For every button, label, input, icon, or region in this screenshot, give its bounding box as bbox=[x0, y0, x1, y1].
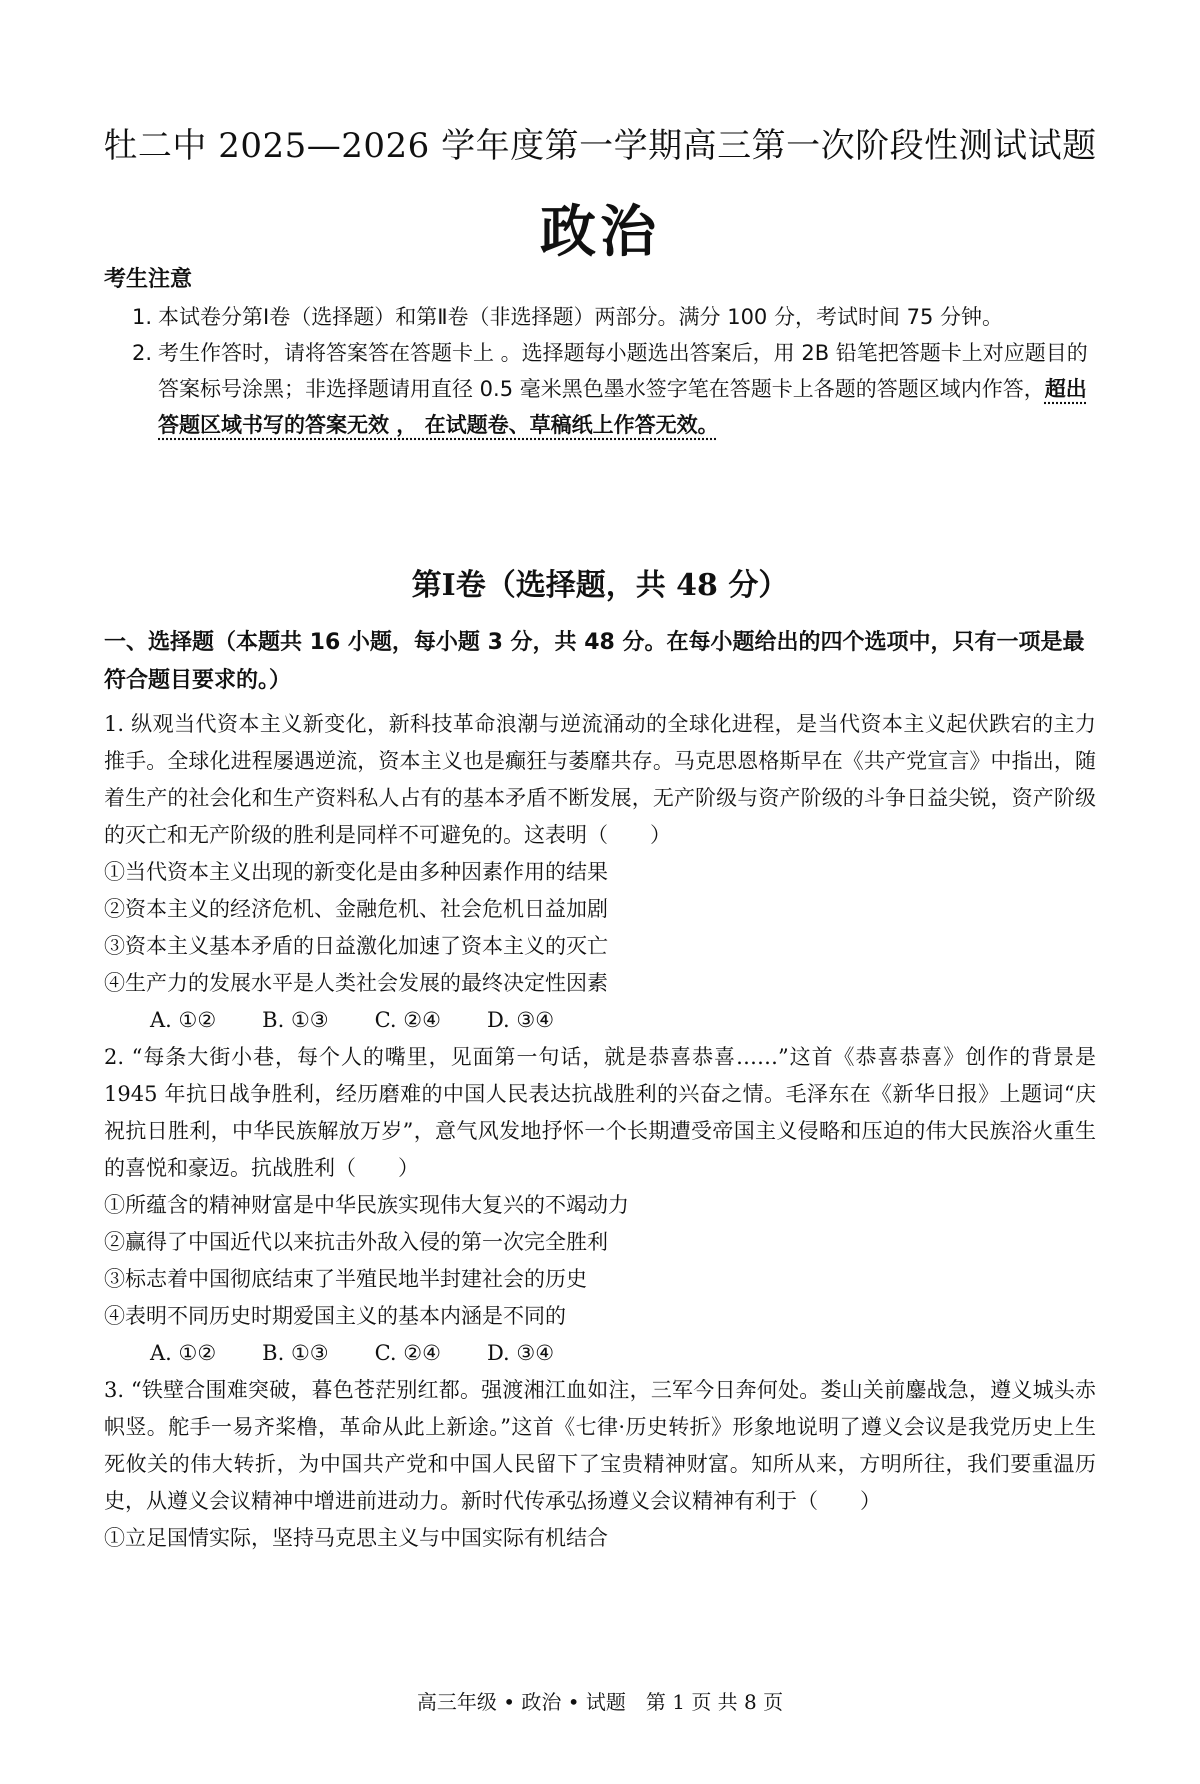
question-1 bbox=[104, 706, 1096, 1039]
question-stem: 1. 纵观当代资本主义新变化，新科技革命浪潮与逆流涌动的全球化进程，是当代资本主义起伏跌宕的主力推手。全球化进程屡遇逆流，资本主义也是癫狂与萎靡共存。马克思恩格斯早在《共产党宣言》中指出，随着生产的社会化和生产资料私人占有的基本矛盾不断发展，无产阶级与资产阶级的斗争日益尖锐，资产阶级的灭亡和无产阶级的胜利是同样不可避免的。这表明（ ） bbox=[104, 712, 1096, 847]
notice-item-1 bbox=[104, 299, 1096, 335]
answer-choice-c: C. ②④ bbox=[374, 1341, 441, 1365]
answer-choices bbox=[104, 1002, 1096, 1039]
answer-choice-d: D. ③④ bbox=[486, 1008, 555, 1032]
notice-item-number: 1. bbox=[132, 305, 153, 329]
question-option: ③标志着中国彻底结束了半殖民地半封建社会的历史 bbox=[104, 1267, 587, 1291]
question-option: ①当代资本主义出现的新变化是由多种因素作用的结果 bbox=[104, 860, 608, 884]
question-stem: 3. “铁壁合围难突破，暮色苍茫别红都。强渡湘江血如注，三军今日奔何处。娄山关前鏖战急，遵义城头赤帜竖。舵手一易齐桨橹，革命从此上新途。”这首《七律·历史转折》形象地说明了遵义会议是我党历史上生死攸关的伟大转折，为中国共产党和中国人民留下了宝贵精神财富。知所从来，方明所往，我们要重温历史，从遵义会议精神中增进前进动力。新时代传承弘扬遵义会议精神有利于（ ） bbox=[104, 1378, 1096, 1513]
candidate-notice bbox=[104, 262, 1096, 443]
question-3 bbox=[104, 1372, 1096, 1557]
page-footer: 高三年级 • 政治 • 试题 第 1 页 共 8 页 bbox=[416, 1690, 784, 1714]
part-title: 第Ⅰ卷（选择题，共 48 分） bbox=[411, 568, 789, 603]
question-option: ③资本主义基本矛盾的日益激化加速了资本主义的灭亡 bbox=[104, 934, 608, 958]
section-heading: 一、选择题（本题共 16 小题，每小题 3 分，共 48 分。在每小题给出的四个选项中，只有一项是最符合题目要求的。） bbox=[104, 630, 1085, 693]
answer-choice-a: A. ①② bbox=[150, 1341, 217, 1365]
answer-choices bbox=[104, 1335, 1096, 1372]
notice-item-text: 本试卷分第Ⅰ卷（选择题）和第Ⅱ卷（非选择题）两部分。满分 100 分，考试时间 75 分钟。 bbox=[158, 305, 1004, 329]
question-2 bbox=[104, 1039, 1096, 1372]
answer-choice-d: D. ③④ bbox=[486, 1341, 555, 1365]
question-option: ①立足国情实际，坚持马克思主义与中国实际有机结合 bbox=[104, 1526, 608, 1550]
question-option: ④生产力的发展水平是人类社会发展的最终决定性因素 bbox=[104, 971, 608, 995]
notice-item-text-wrapper bbox=[158, 335, 1096, 443]
notice-item-number: 2. bbox=[132, 341, 153, 365]
exam-title: 牡二中 2025—2026 学年度第一学期高三第一次阶段性测试试题 bbox=[103, 126, 1097, 166]
notice-item-2 bbox=[104, 335, 1096, 443]
question-option: ②赢得了中国近代以来抗击外敌入侵的第一次完全胜利 bbox=[104, 1230, 608, 1254]
question-option: ④表明不同历史时期爱国主义的基本内涵是不同的 bbox=[104, 1304, 566, 1328]
question-option: ①所蕴含的精神财富是中华民族实现伟大复兴的不竭动力 bbox=[104, 1193, 629, 1217]
answer-choice-b: B. ①③ bbox=[262, 1008, 329, 1032]
question-list bbox=[104, 706, 1096, 1557]
notice-heading: 考生注意 bbox=[104, 267, 193, 292]
answer-choice-b: B. ①③ bbox=[262, 1341, 329, 1365]
notice-item-text: 考生作答时，请将答案答在答题卡上 。选择题每小题选出答案后，用 2B 铅笔把答题卡上对应题目的答案标号涂黑；非选择题请用直径 0.5 毫米黑色墨水签字笔在答题卡上各题的答题区域内作答， bbox=[158, 341, 1088, 401]
subject-title: 政治 bbox=[540, 199, 660, 265]
notice-item-emphasis: 超出答题区域书写的答案无效 ， 在试题卷、草稿纸上作答无效。 bbox=[158, 377, 1087, 437]
question-stem: 2. “每条大街小巷，每个人的嘴里，见面第一句话，就是恭喜恭喜……”这首《恭喜恭喜》创作的背景是 1945 年抗日战争胜利，经历磨难的中国人民表达抗战胜利的兴奋之情。毛泽东在《新华日报》上题词“庆祝抗日胜利，中华民族解放万岁”，意气风发地抒怀一个长期遭受帝国主义侵略和压迫的伟大民族浴火重生的喜悦和豪迈。抗战胜利（ ） bbox=[104, 1045, 1096, 1180]
answer-choice-a: A. ①② bbox=[150, 1008, 217, 1032]
answer-choice-c: C. ②④ bbox=[374, 1008, 441, 1032]
question-option: ②资本主义的经济危机、金融危机、社会危机日益加剧 bbox=[104, 897, 608, 921]
